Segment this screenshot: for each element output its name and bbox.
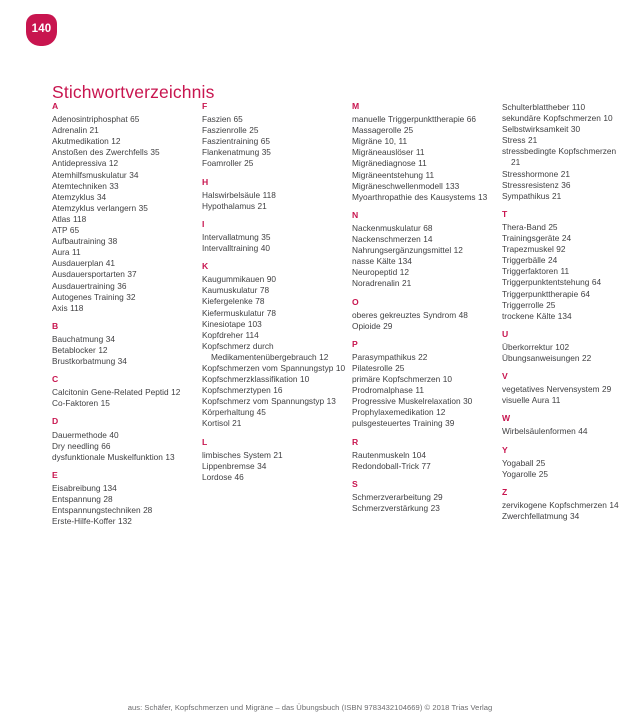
index-entry[interactable]: Redondoball-Trick 77	[352, 460, 431, 471]
index-entry[interactable]: Prophylaxemedikation 12	[352, 407, 446, 418]
index-entry[interactable]: Calcitonin Gene-Related Peptid 12	[52, 387, 181, 398]
index-entry[interactable]: Atemhilfsmuskulatur 34	[52, 169, 139, 180]
letter-group	[352, 438, 502, 472]
index-entry[interactable]: Axis 118	[52, 302, 84, 313]
letter-heading: S	[352, 478, 358, 489]
index-entry[interactable]: Kopfschmerz durch Medikamentenübergebrauch 12	[202, 340, 329, 362]
page-number-label: 140	[31, 23, 52, 36]
letter-group	[502, 446, 620, 480]
index-entry[interactable]: Triggerbälle 24	[502, 255, 558, 266]
index-entry[interactable]: trockene Kälte 134	[502, 310, 572, 321]
index-entry[interactable]: Noradrenalin 21	[352, 278, 412, 289]
index-entry[interactable]: oberes gekreuztes Syndrom 48	[352, 309, 468, 320]
index-entry[interactable]: Faszien 65	[202, 114, 243, 125]
index-entry[interactable]: Schmerzverarbeitung 29	[352, 491, 443, 502]
letter-heading: A	[52, 101, 59, 111]
letter-heading: L	[202, 436, 208, 447]
index-entry[interactable]: Kiefergelenke 78	[202, 296, 265, 307]
index-entry[interactable]: Kopfschmerz vom Spannungstyp 13	[202, 396, 336, 407]
index-entry[interactable]: Progressive Muskelrelaxation 30	[352, 396, 473, 407]
letter-heading: W	[502, 413, 511, 424]
index-entry[interactable]: Wirbelsäulenformen 44	[502, 426, 588, 437]
index-entry[interactable]: vegetatives Nervensystem 29	[502, 384, 612, 395]
letter-group	[52, 322, 202, 367]
letter-heading: R	[352, 436, 359, 447]
letter-group	[352, 298, 502, 332]
index-entry[interactable]: Sympathikus 21	[502, 190, 562, 201]
index-entry[interactable]: Faszientraining 65	[202, 136, 270, 147]
index-entry[interactable]: manuelle Triggerpunkttherapie 66	[352, 114, 477, 125]
index-entry[interactable]: Migränediagnose 11	[352, 158, 427, 169]
index-entry[interactable]: Pilatesrolle 25	[352, 362, 405, 373]
letter-group	[202, 262, 352, 429]
index-entry[interactable]: Intervalltraining 40	[202, 243, 270, 254]
letter-group	[202, 220, 352, 254]
letter-heading: I	[202, 218, 205, 229]
letter-group	[52, 102, 202, 314]
index-entry[interactable]: Migräne 10, 11	[352, 136, 408, 147]
index-entry[interactable]: Kaugummikauen 90	[202, 274, 276, 285]
index-entry[interactable]: Faszienrolle 25	[202, 125, 259, 136]
index-entry[interactable]: Stressresistenz 36	[502, 179, 571, 190]
footer-source-note: aus: Schäfer, Kopfschmerzen und Migräne – das Übungsbuch (ISBN 9783432104669) © 2018 Trias Verlag	[127, 703, 493, 712]
index-entry[interactable]: Halswirbelsäule 118	[202, 189, 276, 200]
index-entry[interactable]: Rautenmuskeln 104	[352, 449, 426, 460]
index-entry[interactable]: Anstoßen des Zwerchfells 35	[52, 147, 160, 158]
index-entry[interactable]: stressbedingte Kopfschmerzen 21	[502, 146, 617, 168]
index-entry[interactable]: Intervallatmung 35	[202, 231, 271, 242]
index-entry[interactable]: primäre Kopfschmerzen 10	[352, 374, 453, 385]
index-entry[interactable]: Migräneauslöser 11	[352, 147, 425, 158]
letter-heading: U	[502, 328, 509, 339]
index-entry[interactable]: sekundäre Kopfschmerzen 10	[502, 113, 613, 124]
letter-heading: Z	[502, 486, 508, 497]
index-entry[interactable]: Trainingsgeräte 24	[502, 233, 572, 244]
letter-group	[502, 372, 620, 406]
index-entry[interactable]: Kopfschmerzklassifikation 10	[202, 374, 310, 385]
index-entry[interactable]: Prodromalphase 11	[352, 385, 424, 396]
index-entry[interactable]: Parasympathikus 22	[352, 351, 428, 362]
index-entry[interactable]: Kaumuskulatur 78	[202, 285, 270, 296]
index-entry[interactable]: Adenosintriphosphat 65	[52, 114, 140, 125]
index-entry[interactable]: limbisches System 21	[202, 449, 283, 460]
letter-heading: N	[352, 209, 359, 220]
letter-heading: H	[202, 176, 209, 187]
index-entry[interactable]: Flankenatmung 35	[202, 147, 271, 158]
index-entry[interactable]: Myoarthropathie des Kausystems 13	[352, 191, 488, 202]
index-entry[interactable]: dysfunktionale Muskelfunktion 13	[52, 451, 175, 462]
index-entry[interactable]: Hypothalamus 21	[202, 200, 267, 211]
index-entry[interactable]: Autogenes Training 32	[52, 291, 136, 302]
letter-group	[202, 102, 352, 170]
index-entry[interactable]: Kopfschmerztypen 16	[202, 385, 283, 396]
index-entry[interactable]: Massagerolle 25	[352, 125, 414, 136]
index-entry[interactable]: Yogaball 25	[502, 457, 546, 468]
index-entry[interactable]: Übungsanweisungen 22	[502, 352, 592, 363]
index-entry[interactable]: Foamroller 25	[202, 158, 254, 169]
index-entry[interactable]: Migräneschwellenmodell 133	[352, 180, 460, 191]
page-number-badge	[26, 14, 57, 46]
index-entry[interactable]: Opioide 29	[352, 320, 393, 331]
index-entry[interactable]: Kopfdreher 114	[202, 329, 259, 340]
index-entry[interactable]: pulsgesteuertes Training 39	[352, 418, 455, 429]
index-entry[interactable]: ATP 65	[52, 225, 80, 236]
index-entry[interactable]: Ausdauertraining 36	[52, 280, 127, 291]
index-entry[interactable]: Triggerrolle 25	[502, 299, 556, 310]
index-entry[interactable]: Neuropeptid 12	[352, 267, 409, 278]
letter-group	[352, 340, 502, 430]
index-entry[interactable]: Atemzyklus 34	[52, 191, 107, 202]
index-entry[interactable]: Aura 11	[52, 247, 81, 258]
letter-heading: M	[352, 101, 360, 111]
index-entry[interactable]: Triggerpunktentstehung 64	[502, 277, 602, 288]
index-entry[interactable]: Akutmedikation 12	[52, 136, 121, 147]
letter-heading: C	[52, 374, 59, 385]
index-entry[interactable]: Adrenalin 21	[52, 125, 99, 136]
letter-group	[352, 102, 502, 203]
index-entry[interactable]: Triggerpunkttherapie 64	[502, 288, 590, 299]
index-entry[interactable]: Stresshormone 21	[502, 168, 570, 179]
index-entry[interactable]: Kopfschmerzen vom Spannungstyp 10	[202, 362, 346, 373]
index-entry[interactable]: Ausdauersportarten 37	[52, 269, 137, 280]
index-entry[interactable]: Yogarolle 25	[502, 468, 549, 479]
letter-heading: E	[52, 469, 58, 480]
index-entry[interactable]: Nackenschmerzen 14	[352, 234, 433, 245]
letter-group	[502, 210, 620, 322]
index-entry[interactable]: Dauermethode 40	[52, 429, 119, 440]
letter-group	[352, 480, 502, 514]
index-entry[interactable]: Stress 21	[502, 135, 538, 146]
index-entry[interactable]: Kinesiotape 103	[202, 318, 262, 329]
letter-heading: O	[352, 296, 359, 307]
index-entry[interactable]: Erste-Hilfe-Koffer 132	[52, 516, 132, 527]
index-entry[interactable]: zervikogene Kopfschmerzen 14	[502, 499, 619, 510]
index-entry[interactable]: Atemzyklus verlangern 35	[52, 202, 148, 213]
index-entry[interactable]: Kiefermuskulatur 78	[202, 307, 276, 318]
index-entry[interactable]: Aufbautraining 38	[52, 236, 118, 247]
index-column-3	[352, 102, 502, 514]
index-entry[interactable]: Antidepressiva 12	[52, 158, 119, 169]
index-entry[interactable]: Atemtechniken 33	[52, 180, 119, 191]
index-entry[interactable]: Selbstwirksamkeit 30	[502, 124, 581, 135]
index-entry[interactable]: nasse Kälte 134	[352, 256, 412, 267]
letter-group	[502, 102, 620, 202]
letter-group	[202, 438, 352, 483]
index-entry[interactable]: Migräneentstehung 11	[352, 169, 435, 180]
index-column-2	[202, 102, 352, 483]
letter-group	[352, 211, 502, 290]
index-entry[interactable]: Triggerfaktoren 11	[502, 266, 570, 277]
index-entry[interactable]: Dry needling 66	[52, 440, 111, 451]
page-title: Stichwortverzeichnis	[52, 81, 215, 102]
index-entry[interactable]: Zwerchfellatmung 34	[502, 511, 580, 521]
index-entry[interactable]: Trapezmuskel 92	[502, 244, 566, 255]
letter-group	[502, 488, 620, 522]
index-entry[interactable]: Körperhaltung 45	[202, 407, 266, 418]
letter-heading: V	[502, 371, 508, 382]
index-entry[interactable]: Brustkorbatmung 34	[52, 356, 127, 367]
index-entry[interactable]: Schmerzverstärkung 23	[352, 503, 440, 513]
letter-heading: B	[52, 320, 59, 331]
letter-group	[52, 471, 202, 527]
index-entry[interactable]: Entspannung 28	[52, 494, 113, 504]
letter-group	[52, 375, 202, 409]
letter-heading: D	[52, 416, 59, 427]
letter-heading: F	[202, 101, 208, 111]
index-entry[interactable]: visuelle Aura 11	[502, 395, 561, 406]
index-column-4	[502, 102, 620, 522]
index-column-1	[52, 102, 202, 527]
index-entry[interactable]: Betablocker 12	[52, 344, 108, 355]
index-entry[interactable]: Atlas 118	[52, 213, 87, 224]
index-entry[interactable]: Lordose 46	[202, 471, 244, 482]
index-entry[interactable]: Lippenbremse 34	[202, 460, 267, 471]
letter-group	[502, 330, 620, 364]
index-entry[interactable]: Nahrungsergänzungsmittel 12	[352, 245, 463, 256]
index-entry[interactable]: Eisabreibung 134	[52, 482, 117, 493]
index-entry[interactable]: Nackenmuskulatur 68	[352, 222, 433, 233]
index-entry[interactable]: Thera-Band 25	[502, 221, 558, 232]
index-columns	[52, 101, 619, 527]
index-entry[interactable]: Überkorrektur 102	[502, 341, 570, 352]
letter-heading: P	[352, 338, 358, 349]
letter-group	[52, 417, 202, 462]
index-entry[interactable]: Kortisol 21	[202, 418, 242, 429]
index-entry[interactable]: Schulterblattheber 110	[502, 102, 586, 112]
letter-group	[502, 414, 620, 437]
letter-group	[202, 178, 352, 212]
index-entry[interactable]: Bauchatmung 34	[52, 333, 115, 344]
index-entry[interactable]: Entspannungstechniken 28	[52, 505, 153, 516]
index-entry[interactable]: Co-Faktoren 15	[52, 398, 110, 409]
letter-heading: T	[502, 208, 508, 219]
letter-heading: K	[202, 261, 209, 272]
letter-heading: Y	[502, 444, 508, 455]
index-entry[interactable]: Ausdauerplan 41	[52, 258, 115, 269]
